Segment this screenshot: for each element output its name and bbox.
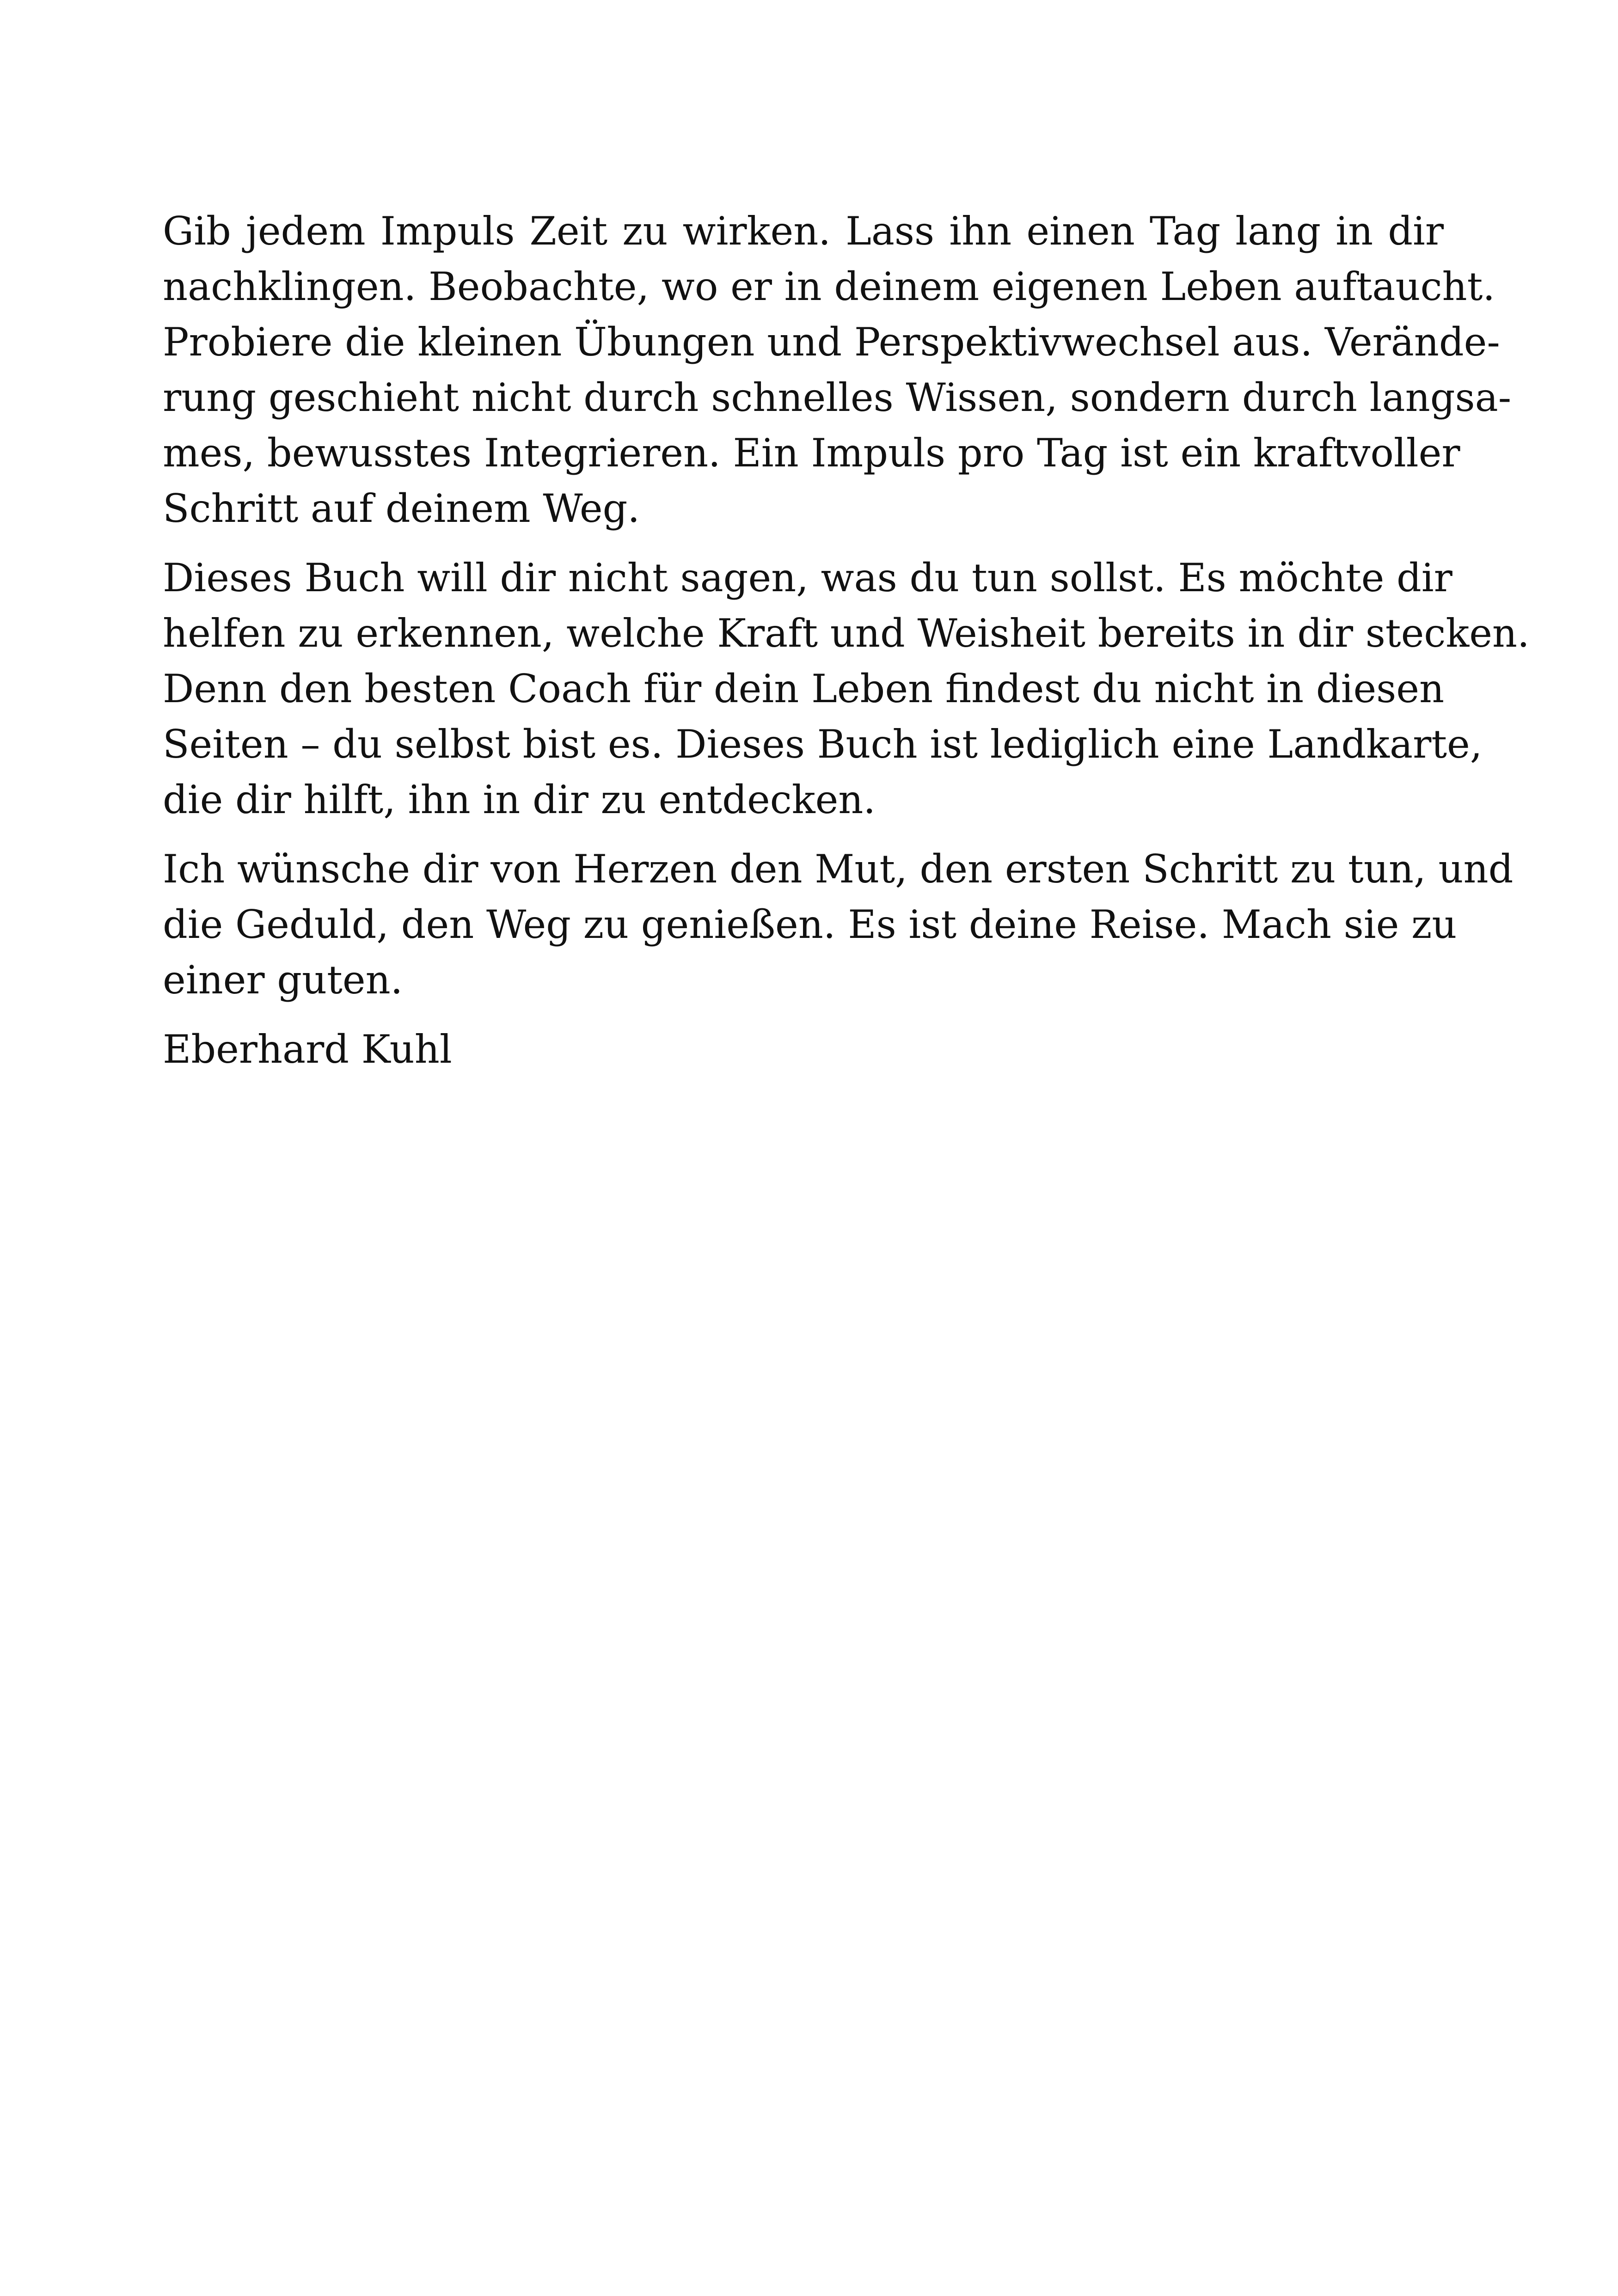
paragraph-3	[163, 841, 1514, 1008]
author-name: Eberhard Kuhl	[163, 1027, 452, 1072]
text-line: Ich wünsche dir von Herzen den Mut, den ersten Schritt zu tun, und	[163, 846, 1514, 892]
text-line: mes, bewusstes Integrieren. Ein Impuls pro Tag ist ein kraftvoller	[163, 430, 1460, 476]
text-line: die dir hilft, ihn in dir zu entdecken.	[163, 777, 876, 822]
text-line: nachklingen. Beobachte, wo er in deinem eigenen Leben auftaucht.	[163, 264, 1495, 309]
text-line: Seiten – du selbst bist es. Dieses Buch ist lediglich eine Landkarte,	[163, 722, 1483, 767]
text-line: Probiere die kleinen Übungen und Perspektivwechsel aus. Verände-	[163, 319, 1500, 365]
body-text	[163, 203, 1530, 1077]
paragraph-2	[163, 550, 1530, 827]
text-line: rung geschieht nicht durch schnelles Wissen, sondern durch langsa-	[163, 375, 1512, 420]
text-line: Denn den besten Coach für dein Leben findest du nicht in diesen	[163, 666, 1445, 711]
text-line: Gib jedem Impuls Zeit zu wirken. Lass ihn einen Tag lang in dir	[163, 208, 1444, 254]
paragraph-1	[163, 203, 1512, 536]
text-line: Dieses Buch will dir nicht sagen, was du tun sollst. Es möchte dir	[163, 555, 1453, 600]
author-signature	[163, 1022, 1444, 1077]
text-line: helfen zu erkennen, welche Kraft und Weisheit bereits in dir stecken.	[163, 611, 1530, 656]
text-line: Schritt auf deinem Weg.	[163, 486, 640, 531]
text-line: einer guten.	[163, 957, 403, 1003]
text-line: die Geduld, den Weg zu genießen. Es ist deine Reise. Mach sie zu	[163, 902, 1457, 947]
